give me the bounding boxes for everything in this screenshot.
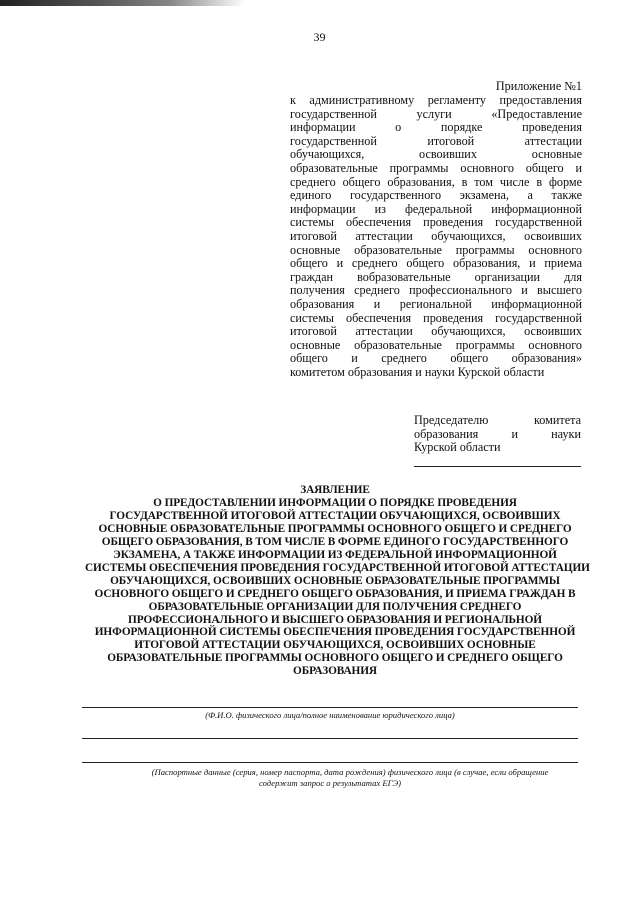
passport-field-line-2[interactable] [82, 762, 578, 763]
appendix-line: итоговой аттестации обучающихся, освоивших [290, 228, 582, 243]
appendix-line: информации из федеральной информационной [290, 201, 582, 216]
statement-heading [85, 484, 590, 678]
statement-line: ИТОГОВОЙ АТТЕСТАЦИИ ОБУЧАЮЩИХСЯ, ОСВОИВШИХ ОСНОВНЫЕ [134, 639, 536, 652]
statement-line: ОСНОВНЫЕ ОБРАЗОВАТЕЛЬНЫЕ ПРОГРАММЫ ОСНОВНОГО ОБЩЕГО И СРЕДНЕГО [98, 522, 572, 535]
appendix-line: общего и среднего общего образования» [290, 351, 582, 366]
appendix-line: основные образовательные программы основного [290, 337, 582, 352]
name-field-line[interactable] [82, 707, 578, 708]
appendix-line: комитетом образования и науки Курской области [290, 364, 545, 379]
appendix-title: Приложение №1 [495, 79, 582, 93]
appendix-line: к административному регламенту предоставления [290, 93, 582, 107]
passport-caption-line-1: (Паспортные данные (серия, номер паспорта, дата рождения) физического лица (в случае, если обращение [151, 767, 549, 777]
statement-line: ОБЩЕГО ОБРАЗОВАНИЯ, В ТОМ ЧИСЛЕ В ФОРМЕ ЕДИНОГО ГОСУДАРСТВЕННОГО [101, 535, 569, 548]
statement-line: ОБРАЗОВАНИЯ [293, 665, 377, 678]
passport-field-line-1[interactable] [82, 738, 578, 739]
appendix-line: обучающихся, освоивших основные [290, 147, 582, 162]
statement-line: ОБУЧАЮЩИХСЯ, ОСВОИВШИХ ОСНОВНЫЕ ОБРАЗОВАТЕЛЬНЫЕ ПРОГРАММЫ [110, 574, 560, 587]
appendix-line: государственной итоговой аттестации [290, 133, 582, 148]
statement-line: ИНФОРМАЦИОННОЙ СИСТЕМЫ ОБЕСПЕЧЕНИЯ ПРОВЕДЕНИЯ ГОСУДАРСТВЕННОЙ [94, 626, 576, 639]
addressee-block [414, 414, 581, 455]
appendix-line: единого государственного экзамена, а также [290, 188, 582, 203]
statement-title: ЗАЯВЛЕНИЕ [300, 484, 370, 496]
page-number: 39 [313, 30, 326, 44]
statement-line: ГОСУДАРСТВЕННОЙ ИТОГОВОЙ АТТЕСТАЦИИ ОБУЧАЮЩИХСЯ, ОСВОИВШИХ [109, 509, 561, 522]
appendix-line: итоговой аттестации обучающихся, освоивших [290, 324, 582, 339]
appendix-line: граждан вобразовательные организации для [290, 269, 582, 284]
statement-line: О ПРЕДОСТАВЛЕНИИ ИНФОРМАЦИИ О ПОРЯДКЕ ПРОВЕДЕНИЯ [153, 496, 517, 509]
appendix-line: основные образовательные программы основного [290, 242, 582, 257]
statement-line: СИСТЕМЫ ОБЕСПЕЧЕНИЯ ПРОВЕДЕНИЯ ГОСУДАРСТВЕННОЙ ИТОГОВОЙ АТТЕСТАЦИИ [85, 561, 590, 574]
appendix-line: общего и среднего общего образования, и приема [290, 256, 582, 271]
scan-artifact [0, 0, 245, 6]
statement-line: ОБРАЗОВАТЕЛЬНЫЕ ОРГАНИЗАЦИИ ДЛЯ ПОЛУЧЕНИЯ СРЕДНЕГО [148, 600, 522, 613]
appendix-line: образования и региональной информационной [290, 296, 582, 311]
appendix-line: среднего общего образования, в том числе в форме [290, 174, 582, 189]
appendix-line: системы обеспечения проведения государственной [290, 310, 582, 325]
appendix-line: государственной услуги «Предоставление [290, 106, 582, 121]
addressee-line: Председателю комитета [414, 413, 581, 427]
appendix-line: информации о порядке проведения [290, 120, 582, 135]
appendix-line: системы обеспечения проведения государственной [290, 215, 582, 230]
appendix-text [290, 94, 582, 379]
addressee-line: образования и науки [414, 426, 581, 441]
statement-line: ПРОФЕССИОНАЛЬНОГО И ВЫСШЕГО ОБРАЗОВАНИЯ И РЕГИОНАЛЬНОЙ [128, 613, 542, 626]
passport-caption-line-2: содержит запрос о результатах ЕГЭ) [259, 778, 401, 788]
appendix-line: образовательные программы основного общего и [290, 160, 582, 175]
addressee-line: Курской области [414, 440, 501, 455]
name-field-caption: (Ф.И.О. физического лица/полное наименование юридического лица) [205, 710, 455, 720]
statement-line: ОСНОВНОГО ОБЩЕГО И СРЕДНЕГО ОБЩЕГО ОБРАЗОВАНИЯ, И ПРИЕМА ГРАЖДАН В [94, 587, 576, 600]
statement-line: ОБРАЗОВАТЕЛЬНЫЕ ПРОГРАММЫ ОСНОВНОГО ОБЩЕГО И СРЕДНЕГО ОБЩЕГО [107, 652, 563, 665]
addressee-signature-line[interactable] [414, 466, 581, 467]
statement-line: ЭКЗАМЕНА, А ТАКЖЕ ИНФОРМАЦИИ ИЗ ФЕДЕРАЛЬНОЙ ИНФОРМАЦИОННОЙ [113, 548, 557, 561]
appendix-line: получения среднего профессионального и высшего [290, 283, 582, 298]
